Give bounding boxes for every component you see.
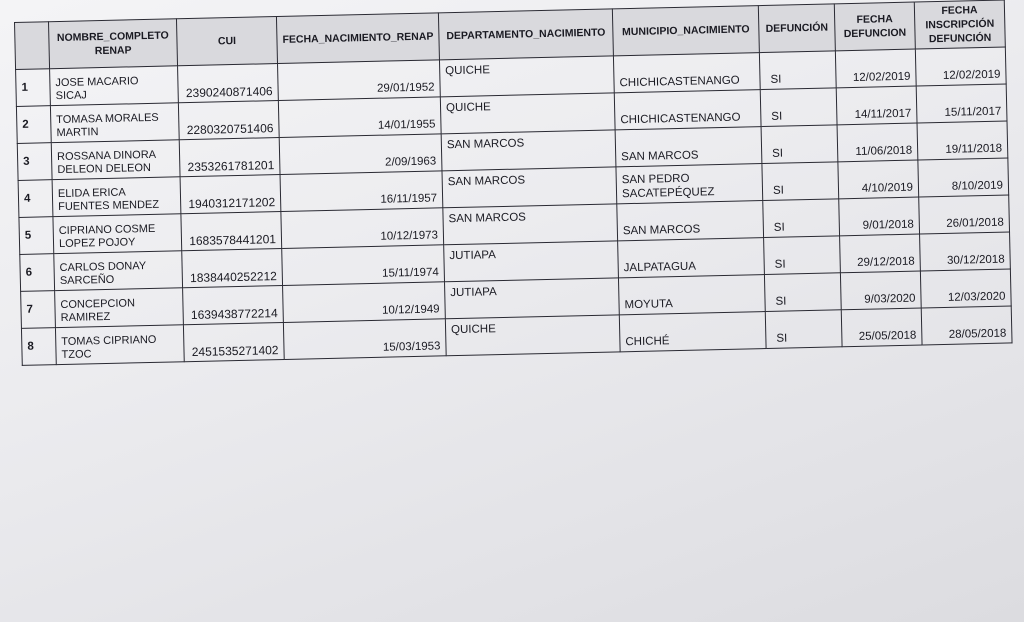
departamento-cell: QUICHE — [440, 93, 615, 134]
cui-cell: 2353261781201 — [179, 138, 280, 177]
nombre-cell: ELIDA ERICA FUENTES MENDEZ — [52, 177, 181, 217]
fecha-nacimiento-cell: 15/03/1953 — [283, 319, 446, 360]
fecha-defuncion-cell: 4/10/2019 — [838, 160, 919, 199]
fecha-inscripcion-cell: 19/11/2018 — [917, 121, 1008, 160]
municipio-cell: CHICHICASTENANGO — [614, 90, 761, 130]
cui-cell: 1838440252212 — [182, 248, 283, 287]
nombre-cell: CARLOS DONAY SARCEÑO — [54, 251, 183, 291]
fecha-defuncion-cell: 29/12/2018 — [840, 234, 921, 273]
fecha-nacimiento-cell: 29/01/1952 — [278, 60, 441, 101]
departamento-cell: JUTIAPA — [445, 278, 620, 319]
departamento-cell: SAN MARCOS — [443, 204, 618, 245]
header-fecha-nacimiento: FECHA_NACIMIENTO_RENAP — [276, 13, 439, 64]
municipio-cell: MOYUTA — [618, 275, 765, 315]
defuncion-cell: SI — [761, 125, 838, 164]
header-fecha-inscripcion: FECHA INSCRIPCIÓN DEFUNCIÓN — [914, 0, 1005, 49]
fecha-nacimiento-cell: 15/11/1974 — [282, 245, 445, 286]
fecha-defuncion-cell: 9/03/2020 — [840, 271, 921, 310]
municipio-cell: CHICHICASTENANGO — [613, 53, 760, 93]
header-cui: CUI — [176, 17, 277, 66]
header-fecha-defuncion: FECHA DEFUNCION — [834, 2, 915, 51]
defuncion-cell: SI — [764, 273, 841, 312]
death-records-table-wrapper — [14, 0, 1012, 366]
fecha-inscripcion-cell: 26/01/2018 — [919, 195, 1010, 234]
fecha-inscripcion-cell: 30/12/2018 — [920, 232, 1011, 271]
nombre-cell: TOMASA MORALES MARTIN — [50, 103, 179, 143]
fecha-inscripcion-cell: 15/11/2017 — [916, 84, 1007, 123]
fecha-nacimiento-cell: 10/12/1949 — [283, 282, 446, 323]
cui-cell: 1683578441201 — [181, 211, 282, 250]
row-number: 4 — [18, 180, 53, 218]
fecha-defuncion-cell: 11/06/2018 — [837, 123, 918, 162]
municipio-cell: SAN MARCOS — [617, 201, 764, 241]
cui-cell: 2280320751406 — [178, 101, 279, 140]
departamento-cell: SAN MARCOS — [441, 130, 616, 171]
nombre-cell: JOSE MACARIO SICAJ — [50, 66, 179, 106]
row-number: 8 — [21, 328, 56, 366]
departamento-cell: QUICHE — [439, 56, 614, 97]
municipio-cell: SAN PEDRO SACATEPÉQUEZ — [616, 164, 763, 204]
defuncion-cell: SI — [763, 199, 840, 238]
fecha-nacimiento-cell: 10/12/1973 — [281, 208, 444, 249]
departamento-cell: SAN MARCOS — [442, 167, 617, 208]
fecha-nacimiento-cell: 16/11/1957 — [280, 171, 443, 212]
cui-cell: 2390240871406 — [178, 64, 279, 103]
municipio-cell: JALPATAGUA — [618, 238, 765, 278]
defuncion-cell: SI — [765, 310, 842, 349]
departamento-cell: JUTIAPA — [444, 241, 619, 282]
row-number: 7 — [21, 291, 56, 329]
cui-cell: 2451535271402 — [183, 322, 284, 361]
departamento-cell: QUICHE — [445, 315, 620, 356]
header-municipio: MUNICIPIO_NACIMIENTO — [612, 6, 759, 56]
row-number: 2 — [16, 106, 51, 144]
defuncion-cell: SI — [762, 162, 839, 201]
fecha-defuncion-cell: 25/05/2018 — [841, 308, 922, 347]
row-number: 3 — [17, 143, 52, 181]
nombre-cell: CONCEPCION RAMIREZ — [55, 288, 184, 328]
header-index — [15, 22, 50, 70]
municipio-cell: CHICHÉ — [619, 312, 766, 352]
header-departamento: DEPARTAMENTO_NACIMIENTO — [438, 9, 613, 60]
cui-cell: 1940312171202 — [180, 175, 281, 214]
fecha-defuncion-cell: 14/11/2017 — [836, 86, 917, 125]
fecha-defuncion-cell: 9/01/2018 — [839, 197, 920, 236]
row-number: 5 — [19, 217, 54, 255]
nombre-cell: ROSSANA DINORA DELEON DELEON — [51, 140, 180, 180]
nombre-cell: CIPRIANO COSME LOPEZ POJOY — [53, 214, 182, 254]
defuncion-cell: SI — [760, 88, 837, 127]
defuncion-cell: SI — [764, 236, 841, 275]
row-number: 6 — [20, 254, 55, 292]
header-nombre: NOMBRE_COMPLETO RENAP — [49, 19, 178, 69]
nombre-cell: TOMAS CIPRIANO TZOC — [55, 325, 184, 365]
fecha-nacimiento-cell: 14/01/1955 — [278, 97, 441, 138]
fecha-inscripcion-cell: 8/10/2019 — [918, 158, 1009, 197]
cui-cell: 1639438772214 — [183, 285, 284, 324]
fecha-inscripcion-cell: 12/03/2020 — [920, 269, 1011, 308]
fecha-inscripcion-cell: 12/02/2019 — [915, 47, 1006, 86]
header-defuncion: DEFUNCIÓN — [758, 4, 835, 53]
municipio-cell: SAN MARCOS — [615, 127, 762, 167]
defuncion-cell: SI — [759, 51, 836, 90]
death-records-table — [14, 0, 1013, 366]
fecha-nacimiento-cell: 2/09/1963 — [279, 134, 442, 175]
fecha-inscripcion-cell: 28/05/2018 — [921, 306, 1012, 345]
fecha-defuncion-cell: 12/02/2019 — [835, 49, 916, 88]
row-number: 1 — [16, 69, 51, 107]
